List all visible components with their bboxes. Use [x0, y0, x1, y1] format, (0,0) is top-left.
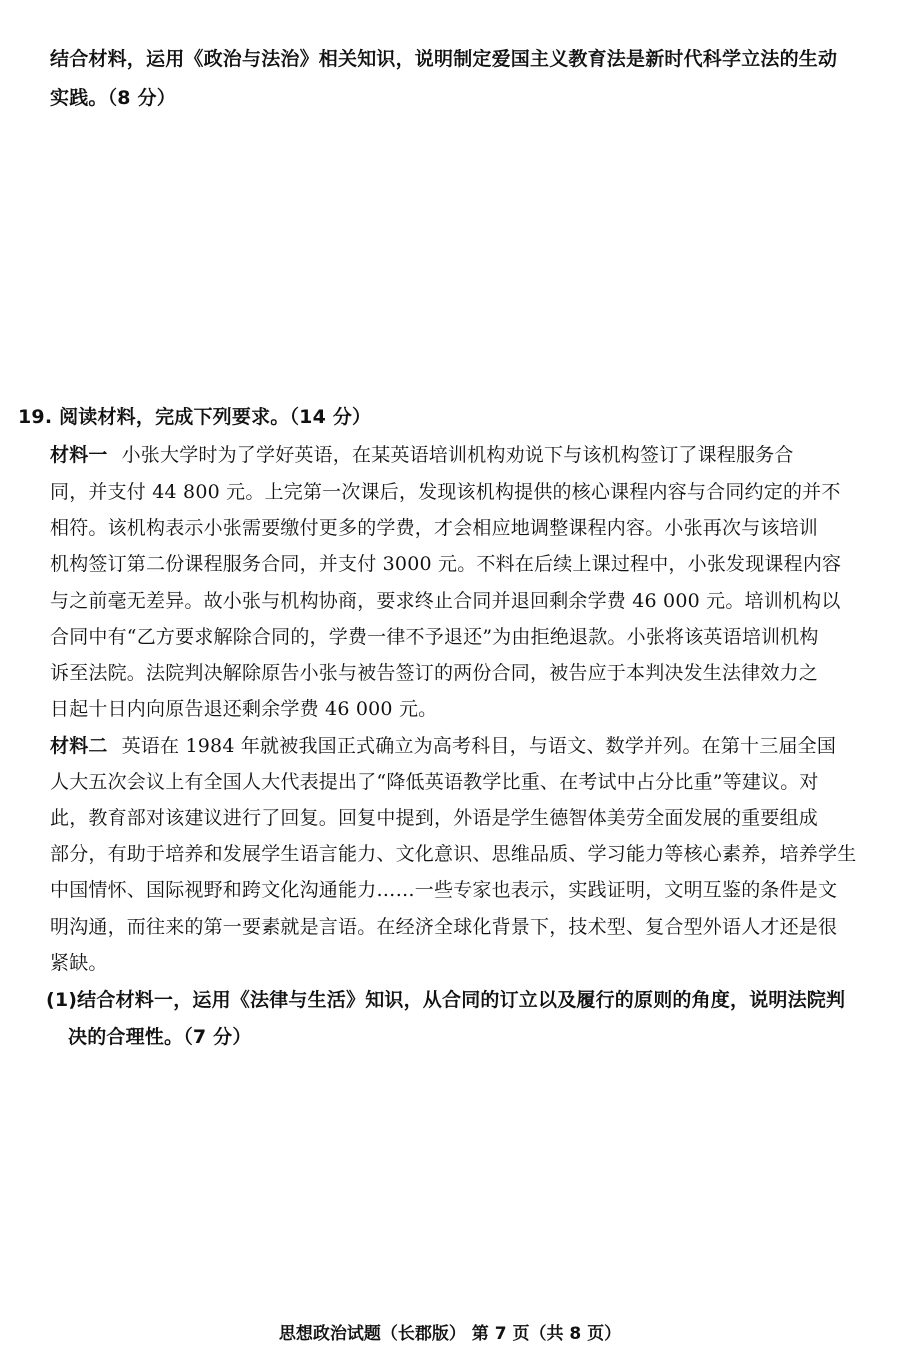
material2-line-1 [50, 731, 836, 761]
material1-line-6: 合同中有“乙方要求解除合同的，学费一律不予退还”为由拒绝退款。小张将该英语培训机构 [50, 626, 819, 648]
q19-sub1-line-2: 决的合理性。（7 分） [68, 1026, 252, 1048]
material1-line-8: 日起十日内向原告退还剩余学费 46 000 元。 [50, 698, 438, 720]
material1-line-1 [50, 440, 794, 470]
material2-line-3: 此，教育部对该建议进行了回复。回复中提到，外语是学生德智体美劳全面发展的重要组成 [50, 807, 819, 829]
material2-line-4: 部分，有助于培养和发展学生语言能力、文化意识、思维品质、学习能力等核心素养，培养学生 [50, 843, 857, 865]
material2-line-7: 紧缺。 [50, 952, 108, 974]
material1-line-5: 与之前毫无差异。故小张与机构协商，要求终止合同并退回剩余学费 46 000 元。培训机构以 [50, 590, 841, 612]
material1-line-2: 同，并支付 44 800 元。上完第一次课后，发现该机构提供的核心课程内容与合同约定的并不 [50, 481, 841, 503]
material2-line-5: 中国情怀、国际视野和跨文化沟通能力……一些专家也表示，实践证明，文明互鉴的条件是文 [50, 879, 838, 901]
material1-text-1: 小张大学时为了学好英语，在某英语培训机构劝说下与该机构签订了课程服务合 [121, 444, 794, 466]
material2-line-6: 明沟通，而往来的第一要素就是言语。在经济全球化背景下，技术型、复合型外语人才还是很 [50, 916, 838, 938]
material1-line-7: 诉至法院。法院判决解除原告小张与被告签订的两份合同，被告应于本判决发生法律效力之 [50, 662, 819, 684]
material2-text-1: 英语在 1984 年就被我国正式确立为高考科目，与语文、数学并列。在第十三届全国 [121, 735, 837, 757]
material1-label: 材料一 [50, 444, 108, 466]
q18-prompt-line-2: 实践。（8 分） [50, 87, 176, 109]
q19-sub1-line-1: (1)结合材料一，运用《法律与生活》知识，从合同的订立以及履行的原则的角度，说明法院判 [46, 989, 846, 1011]
material1-line-4: 机构签订第二份课程服务合同，并支付 3000 元。不料在后续上课过程中，小张发现课程内容 [50, 553, 842, 575]
q19-heading: 19. 阅读材料，完成下列要求。（14 分） [18, 406, 372, 428]
material2-label: 材料二 [50, 735, 108, 757]
page-footer: 思想政治试题（长郡版） 第 7 页（共 8 页） [278, 1324, 622, 1344]
q18-prompt-line-1: 结合材料，运用《政治与法治》相关知识，说明制定爱国主义教育法是新时代科学立法的生动 [50, 48, 838, 70]
material1-line-3: 相符。该机构表示小张需要缴付更多的学费，才会相应地调整课程内容。小张再次与该培训 [50, 517, 819, 539]
material2-line-2: 人大五次会议上有全国人大代表提出了“降低英语教学比重、在考试中占分比重”等建议。对 [50, 771, 819, 793]
